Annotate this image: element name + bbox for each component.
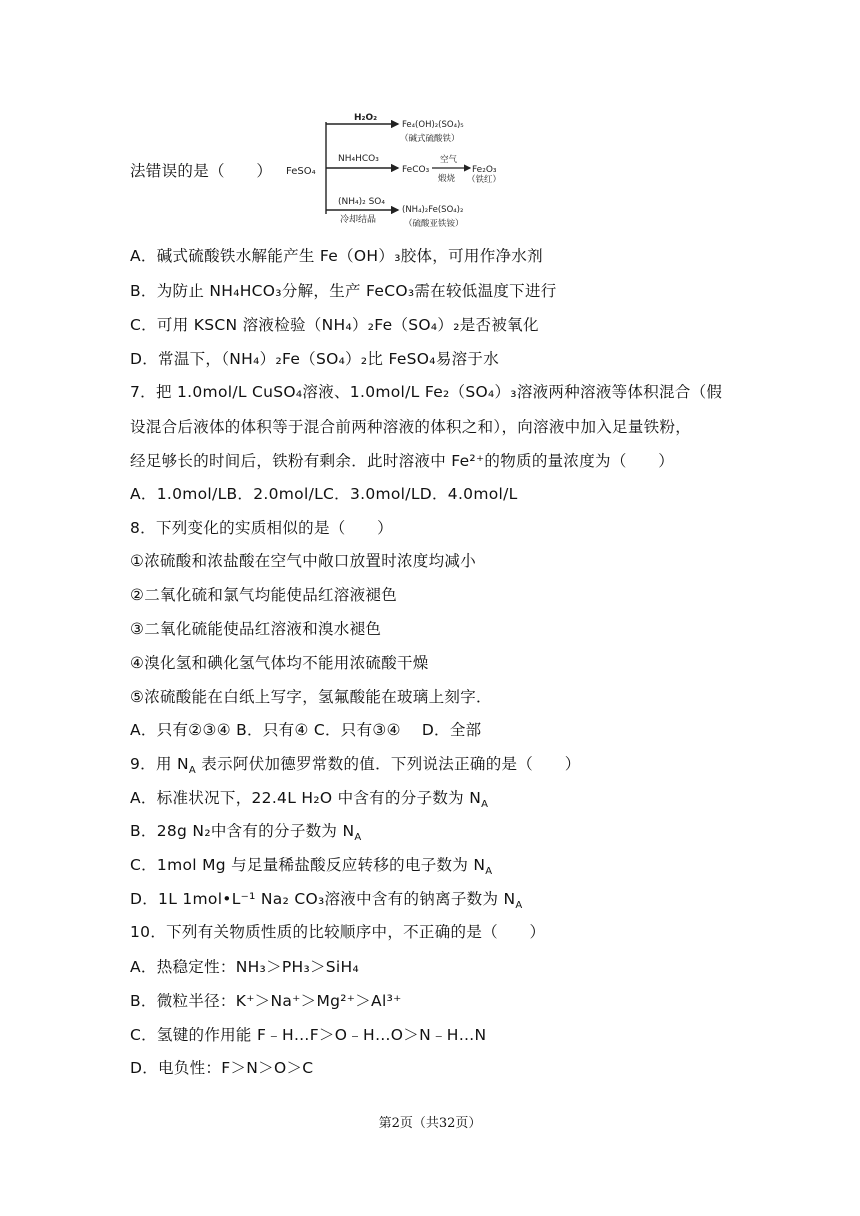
reaction-scheme <box>282 106 522 238</box>
q6-option-b: B．为防止 NH₄HCO₃分解，生产 FeCO₃需在较低温度下进行 <box>130 282 557 300</box>
q9-option-b: B．28g N₂中含有的分子数为 $N_A$ <box>130 822 362 844</box>
q10-option-b: B．微粒半径：K⁺＞Na⁺＞Mg²⁺＞Al³⁺ <box>130 992 402 1010</box>
scheme-cond-3: 冷却结晶 <box>340 215 377 225</box>
q9-option-a: A．标准状况下，22.4L H₂O 中含有的分子数为 $N_A$ <box>130 789 489 811</box>
scheme-cond-top: 空气 <box>440 155 458 165</box>
q9-option-d: D．1L 1mol•L⁻¹ Na₂ CO₃溶液中含有的钠离子数为 $N_A$ <box>130 890 523 912</box>
q10-stem: 10．下列有关物质性质的比较顺序中，不正确的是（ ） <box>130 923 546 941</box>
q9-option-c: C．1mol Mg 与足量稀盐酸反应转移的电子数为 $N_A$ <box>130 856 493 878</box>
scheme-final-name: （铁红） <box>467 175 502 185</box>
q8-item-4: ④溴化氢和碘化氢气体均不能用浓硫酸干燥 <box>130 654 429 672</box>
scheme-product-3: (NH₄)₂Fe(SO₄)₂ <box>402 205 464 215</box>
q7-line-3: 经足够长的时间后，铁粉有剩余．此时溶液中 Fe²⁺的物质的量浓度为（ ） <box>130 452 675 470</box>
page-footer: 第2页（共32页） <box>378 1116 482 1131</box>
q6-stem-end: 法错误的是（ ） <box>130 162 273 180</box>
scheme-product-2: FeCO₃ <box>402 165 430 175</box>
q10-option-a: A．热稳定性：NH₃＞PH₃＞SiH₄ <box>130 958 359 976</box>
scheme-cond-bottom: 煅烧 <box>438 174 456 184</box>
q9-stem: 9．用 $N_A$ 表示阿伏加德罗常数的值．下列说法正确的是（ ） <box>130 755 581 777</box>
q6-option-d: D．常温下，（NH₄）₂Fe（SO₄）₂比 FeSO₄易溶于水 <box>130 350 500 368</box>
q6-option-a: A．碱式硫酸铁水解能产生 Fe（OH）₃胶体，可用作净水剂 <box>130 247 543 265</box>
q7-line-2: 设混合后液体的体积等于混合前两种溶液的体积之和），向溶液中加入足量铁粉， <box>130 418 692 436</box>
q10-option-c: C．氢键的作用能 F﹣H…F＞O﹣H…O＞N﹣H…N <box>130 1026 487 1044</box>
scheme-product-1: Fe₄(OH)₂(SO₄)₅ <box>402 120 464 130</box>
scheme-reagent-1: H₂O₂ <box>354 113 378 123</box>
q8-item-5: ⑤浓硫酸能在白纸上写字，氢氟酸能在玻璃上刻字． <box>130 688 492 706</box>
q8-stem: 8．下列变化的实质相似的是（ ） <box>130 519 393 537</box>
scheme-name-3: （硫酸亚铁铵） <box>404 219 464 229</box>
q8-item-3: ③二氧化硫能使品红溶液和溴水褪色 <box>130 620 382 638</box>
q7-line-1: 7．把 1.0mol/L CuSO₄溶液、1.0mol/L Fe₂（SO₄）₃溶液两种溶液等体积混合（假 <box>130 383 723 401</box>
q8-item-2: ②二氧化硫和氯气均能使品红溶液褪色 <box>130 586 397 604</box>
q6-option-c: C．可用 KSCN 溶液检验（NH₄）₂Fe（SO₄）₂是否被氧化 <box>130 316 539 334</box>
scheme-reactant: FeSO₄ <box>286 166 316 177</box>
q8-item-1: ①浓硫酸和浓盐酸在空气中敞口放置时浓度均减小 <box>130 552 476 570</box>
q7-options: A．1.0mol/LB．2.0mol/LC．3.0mol/LD．4.0mol/L <box>130 485 518 503</box>
scheme-final: Fe₂O₃ <box>472 165 497 175</box>
scheme-reagent-2: NH₄HCO₃ <box>338 154 379 164</box>
scheme-reagent-3: (NH₄)₂ SO₄ <box>338 197 386 207</box>
q8-options: A．只有②③④ B．只有④ C．只有③④ D．全部 <box>130 721 482 739</box>
q10-option-d: D．电负性：F＞N＞O＞C <box>130 1059 314 1077</box>
scheme-name-1: （碱式硫酸铁） <box>400 134 460 144</box>
